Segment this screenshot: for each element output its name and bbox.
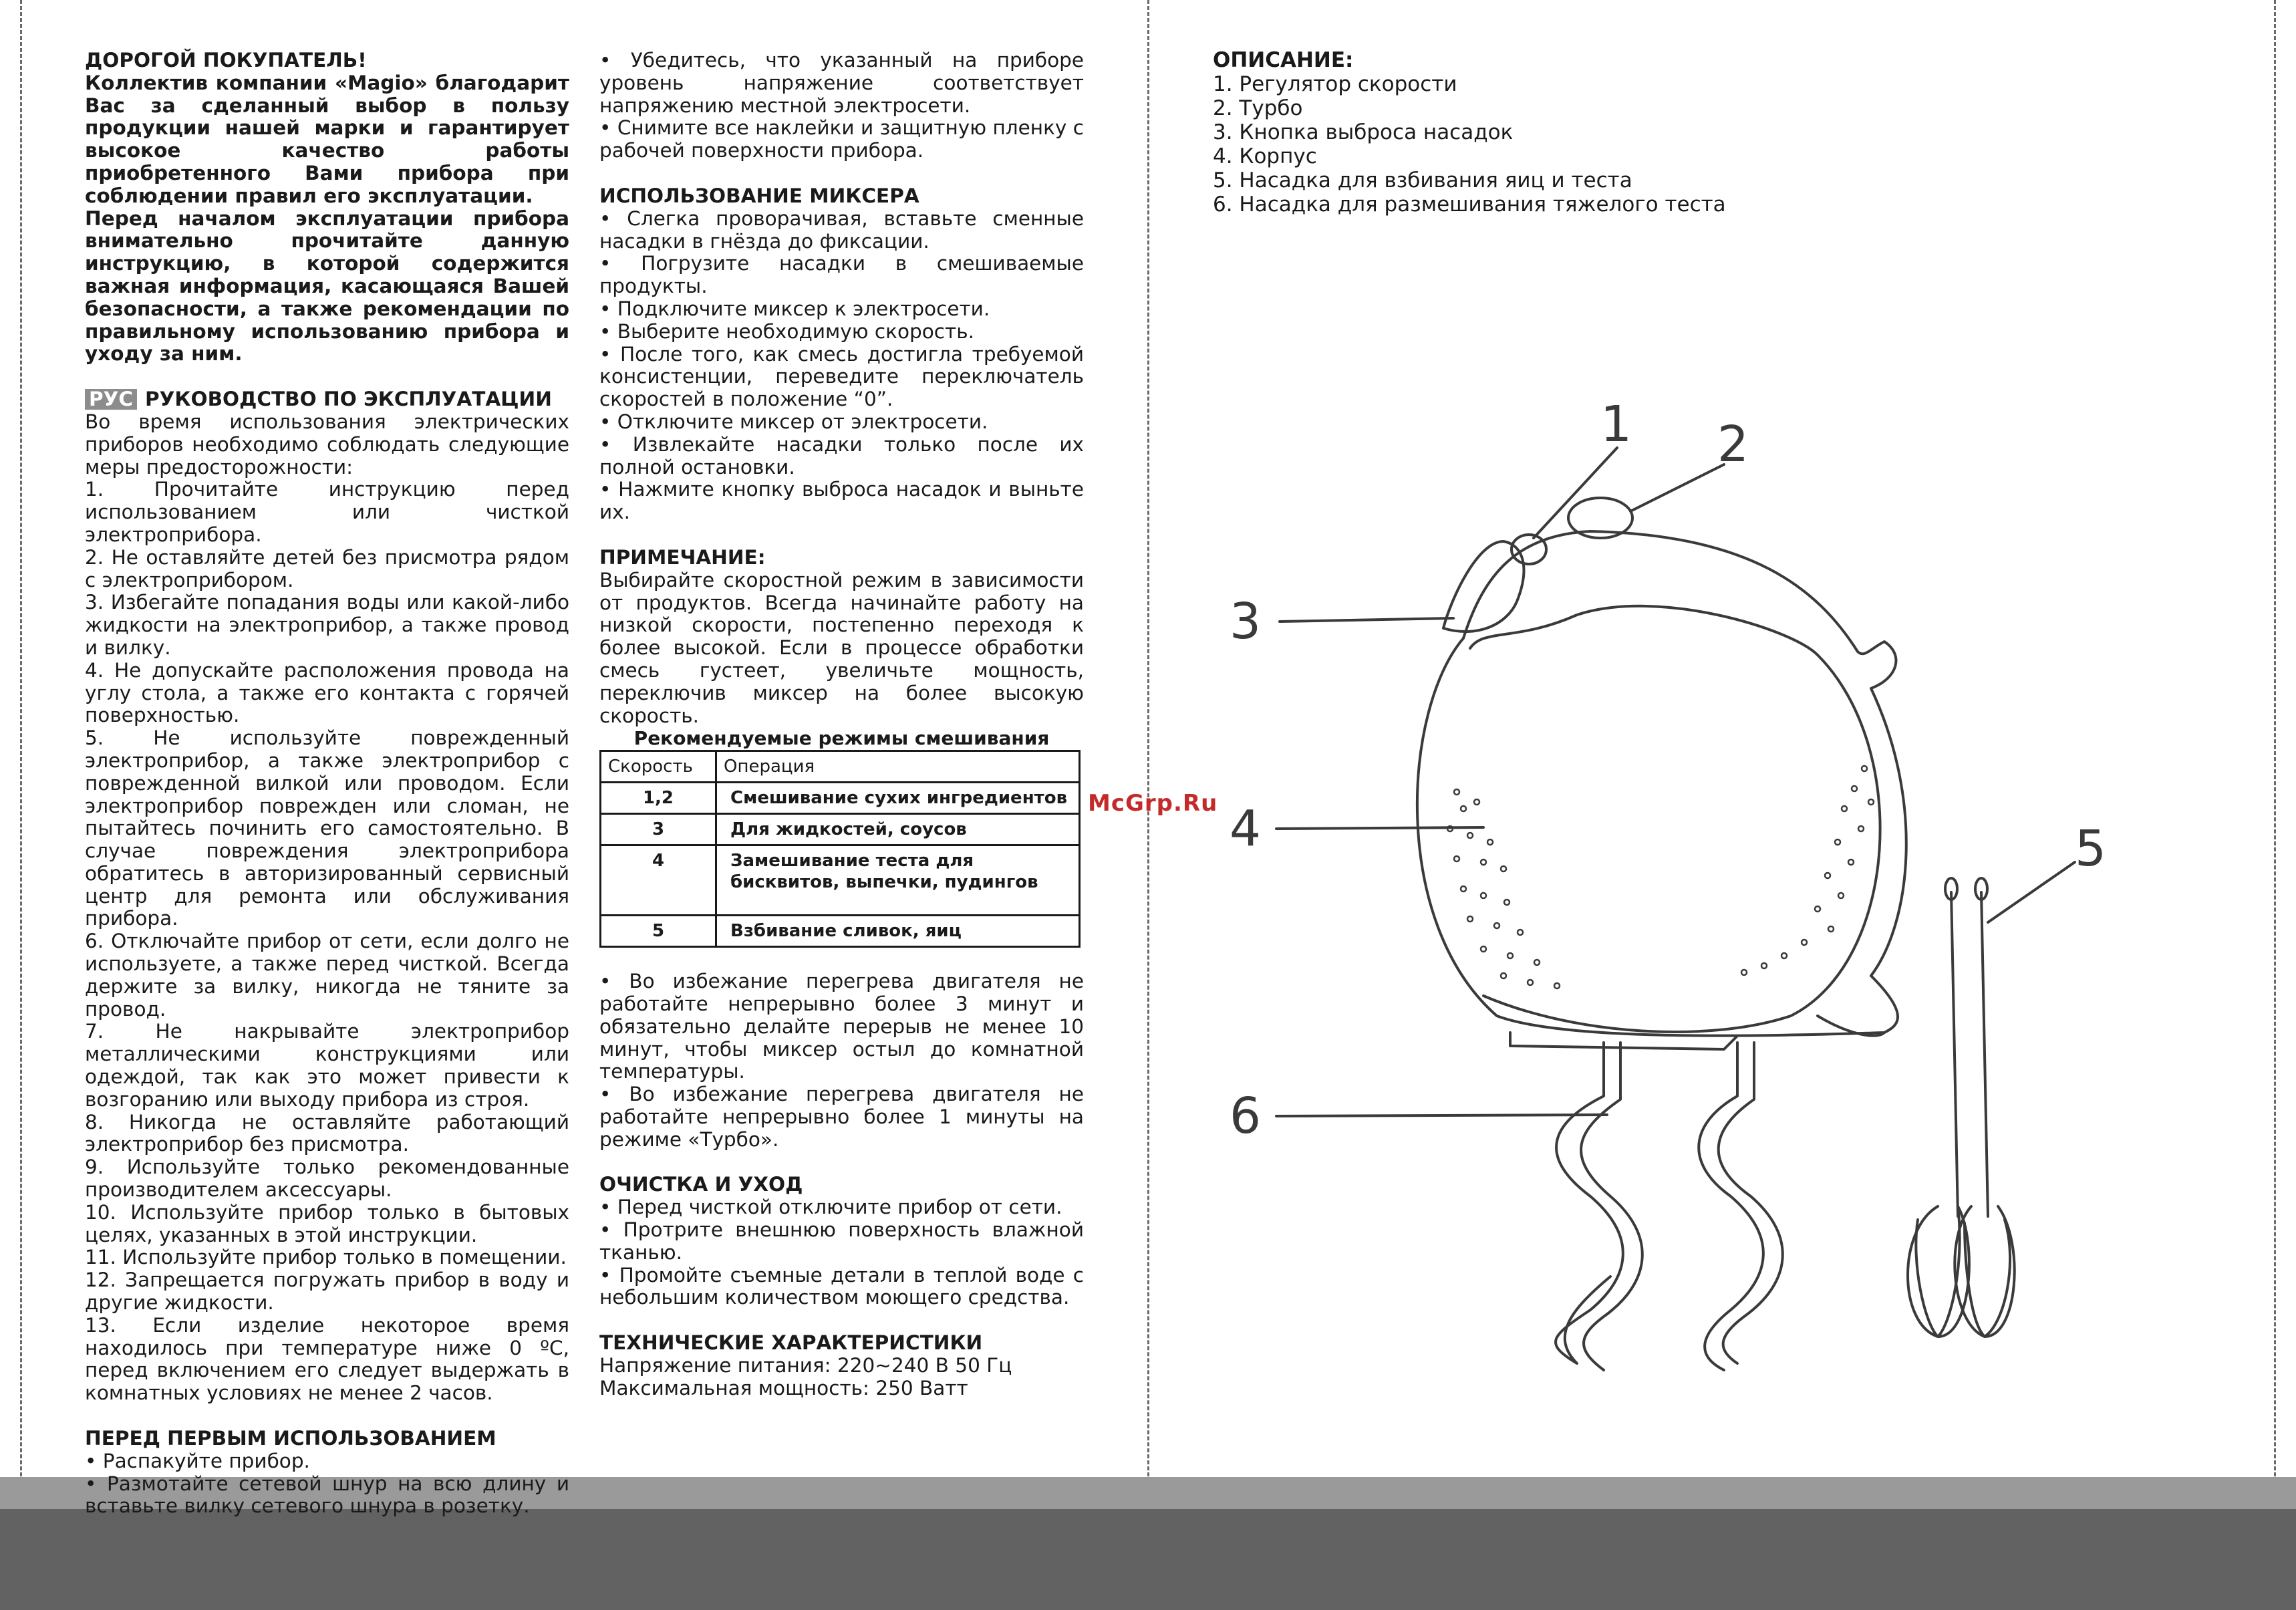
manual-item: 5. Не используйте поврежденный электроприбор, а также электроприбор с поврежденной вилкой или проводом. Если электроприбор поврежден или сломан, не пытайтесь починить его самостоятельно. В случае повреждения электроприбора обратитесь в авторизированный сервисный центр для ремонта или обслуживания прибора. xyxy=(85,726,569,930)
intro-para-1: Коллектив компании «Magio» благодарит Вас за сделанный выбор в пользу продукции нашей марки и гарантирует высокое качество работы приобретенного Вами прибора при соблюдении правил его эксплуатации. xyxy=(85,71,569,207)
mixer-inner-curve xyxy=(1470,606,1880,1032)
note-title: ПРИМЕЧАНИЕ: xyxy=(599,545,766,569)
specs-title: ТЕХНИЧЕСКИЕ ХАРАКТЕРИСТИКИ xyxy=(599,1331,983,1355)
manual-item: 1. Прочитайте инструкцию перед использованием или чисткой электроприбора. xyxy=(85,478,569,546)
manual-item: 13. Если изделие некоторое время находилось при температуре ниже 0 ºС, перед включением его следует выдержать в комнатных условиях не менее 2 часов. xyxy=(85,1313,569,1405)
footer-band-dark xyxy=(0,1509,2296,1610)
usage-item: • После того, как смесь достигла требуемой консистенции, переведите переключатель скоростей в положение “0”. xyxy=(599,342,1084,411)
table-cell-speed: 1,2 xyxy=(601,783,716,814)
table-row xyxy=(601,916,1080,947)
first-use-title: ПЕРЕД ПЕРВЫМ ИСПОЛЬЗОВАНИЕМ xyxy=(85,1427,496,1450)
manual-item: 9. Используйте только рекомендованные производителем аксессуары. xyxy=(85,1156,569,1202)
usage-item: • Отключите миксер от электросети. xyxy=(599,410,988,433)
description-item: 1. Регулятор скорости xyxy=(1213,72,1457,96)
callout-2: 2 xyxy=(1717,416,1749,473)
usage-item: • Слегка проворачивая, вставьте сменные насадки в гнёзда до фиксации. xyxy=(599,207,1084,253)
manual-item: 8. Никогда не оставляйте работающий электроприбор без присмотра. xyxy=(85,1110,569,1156)
mixer-diagram xyxy=(1203,374,2172,1430)
beater-whisk-right xyxy=(1955,1206,2014,1337)
note-text: Выбирайте скоростной режим в зависимости от продуктов. Всегда начинайте работу на низкой скорости, постепенно переходя к более высокой. Если в процессе обработки смесь густеет, увеличьте мощность, переключив миксер на более высокую скорость. xyxy=(599,568,1084,727)
callout-6: 6 xyxy=(1230,1087,1262,1145)
table-cell-operation: Взбивание сливок, яиц xyxy=(716,916,1080,947)
leader-line-3 xyxy=(1280,618,1453,622)
column-middle xyxy=(599,49,1084,1400)
manual-item: 3. Избегайте попадания воды или какой-либо жидкости на электроприбор, а также провод и вилку. xyxy=(85,591,569,659)
cleaning-title: ОЧИСТКА И УХОД xyxy=(599,1173,803,1196)
table-header-speed: Скорость xyxy=(601,751,716,783)
manual-item: 6. Отключайте прибор от сети, если долго не используете, а также перед чисткой. Всегда держите за вилку, никогда не тяните за провод. xyxy=(85,930,569,1021)
fold-line-left xyxy=(20,0,22,1591)
modes-table xyxy=(599,750,1081,948)
manual-heading xyxy=(85,388,569,411)
manual-item: 10. Используйте прибор только в бытовых целях, указанных в этой инструкции. xyxy=(85,1200,569,1246)
warning-item: • Во избежание перегрева двигателя не работайте непрерывно более 1 минуты на режиме «Турбо». xyxy=(599,1083,1084,1151)
usage-item: • Нажмите кнопку выброса насадок и выньте их. xyxy=(599,478,1084,524)
table-cell-operation: Смешивание сухих ингредиентов xyxy=(716,783,1080,814)
description-item: 3. Кнопка выброса насадок xyxy=(1213,120,1514,144)
manual-title: РУКОВОДСТВО ПО ЭКСПЛУАТАЦИИ xyxy=(145,388,552,411)
callout-5: 5 xyxy=(2075,820,2107,878)
leader-line-2 xyxy=(1630,464,1724,511)
description-item: 5. Насадка для взбивания яиц и теста xyxy=(1213,168,1632,192)
callout-1: 1 xyxy=(1600,396,1632,453)
modes-table-title: Рекомендуемые режимы смешивания xyxy=(633,727,1050,750)
dough-hook-right-inner xyxy=(1719,1043,1783,1363)
dough-hook-left xyxy=(1556,1043,1623,1363)
table-header-row xyxy=(601,751,1080,783)
spec-line: Максимальная мощность: 250 Ватт xyxy=(599,1376,968,1399)
fold-line-right xyxy=(2274,0,2276,1591)
cleaning-item: • Перед чисткой отключите прибор от сети. xyxy=(599,1196,1062,1219)
leader-line-5 xyxy=(1988,862,2075,922)
dough-hook-left-inner xyxy=(1581,1043,1642,1370)
table-cell-speed: 5 xyxy=(601,916,716,947)
table-cell-speed: 4 xyxy=(601,845,716,916)
usage-item: • Извлекайте насадки только после их полной остановки. xyxy=(599,432,1084,479)
cleaning-item: • Промойте съемные детали в теплой воде с небольшим количеством моющего средства. xyxy=(599,1263,1084,1309)
first-use-item: • Убедитесь, что указанный на приборе уровень напряжение соответствует напряжению местной электросети. xyxy=(599,49,1084,117)
callout-4: 4 xyxy=(1230,800,1262,857)
manual-item: 12. Запрещается погружать прибор в воду и другие жидкости. xyxy=(85,1268,569,1315)
spec-line: Напряжение питания: 220~240 В 50 Гц xyxy=(599,1354,1012,1377)
intro-title: ДОРОГОЙ ПОКУПАТЕЛЬ! xyxy=(85,49,367,72)
usage-title: ИСПОЛЬЗОВАНИЕ МИКСЕРА xyxy=(599,184,919,207)
manual-intro: Во время использования электрических приборов необходимо соблюдать следующие меры предосторожности: xyxy=(85,410,569,479)
description-title: ОПИСАНИЕ: xyxy=(1213,48,1354,72)
manual-item: 4. Не допускайте расположения провода на углу стола, а также его контакта с горячей поверхностью. xyxy=(85,658,569,727)
leader-line-1 xyxy=(1534,448,1617,538)
description-item: 2. Турбо xyxy=(1213,96,1303,120)
cleaning-item: • Протрите внешнюю поверхность влажной тканью. xyxy=(599,1218,1084,1264)
manual-item: 7. Не накрывайте электроприбор металлическими конструкциями или одеждой, так как это может привести к возгоранию или выходу прибора из строя. xyxy=(85,1020,569,1111)
description-item: 6. Насадка для размешивания тяжелого теста xyxy=(1213,192,1726,217)
usage-item: • Выберите необходимую скорость. xyxy=(599,319,974,343)
warning-item: • Во избежание перегрева двигателя не работайте непрерывно более 3 минут и обязательно делайте перерыв не менее 10 минут, чтобы миксер остыл до комнатной температуры. xyxy=(599,970,1084,1083)
intro-para-2: Перед началом эксплуатации прибора внимательно прочитайте данную инструкцию, в которой содержится важная информация, касающаяся Вашей безопасности, а также рекомендации по правильному использованию прибора и уходу за ним. xyxy=(85,207,569,366)
leader-line-6 xyxy=(1276,1115,1607,1116)
watermark: McGrp.Ru xyxy=(1088,790,1218,817)
table-row xyxy=(601,783,1080,814)
callout-3: 3 xyxy=(1230,593,1262,650)
table-cell-operation: Замешивание теста для бисквитов, выпечки, пудингов xyxy=(716,845,1080,916)
beater-shaft-right xyxy=(1981,892,1988,1216)
first-use-item: • Распакуйте прибор. xyxy=(85,1449,310,1472)
manual-item: 11. Используйте прибор только в помещении. xyxy=(85,1246,567,1269)
language-tag: РУС xyxy=(85,389,137,410)
table-row xyxy=(601,814,1080,845)
manual-item: 2. Не оставляйте детей без присмотра рядом с электроприбором. xyxy=(85,545,569,591)
usage-item: • Погрузите насадки в смешиваемые продукты. xyxy=(599,252,1084,298)
table-row xyxy=(601,845,1080,916)
beater-shaft-left xyxy=(1951,892,1958,1216)
first-use-item: • Размотайте сетевой шнур на всю длину и вставьте вилку сетевого шнура в розетку. xyxy=(85,1472,569,1518)
column-left xyxy=(85,49,569,1518)
table-header-operation: Операция xyxy=(716,751,1080,783)
usage-item: • Подключите миксер к электросети. xyxy=(599,297,990,320)
first-use-item: • Снимите все наклейки и защитную пленку с рабочей поверхности прибора. xyxy=(599,116,1084,162)
description-item: 4. Корпус xyxy=(1213,144,1317,168)
description-section xyxy=(1213,48,1726,217)
table-cell-operation: Для жидкостей, соусов xyxy=(716,814,1080,845)
table-cell-speed: 3 xyxy=(601,814,716,845)
